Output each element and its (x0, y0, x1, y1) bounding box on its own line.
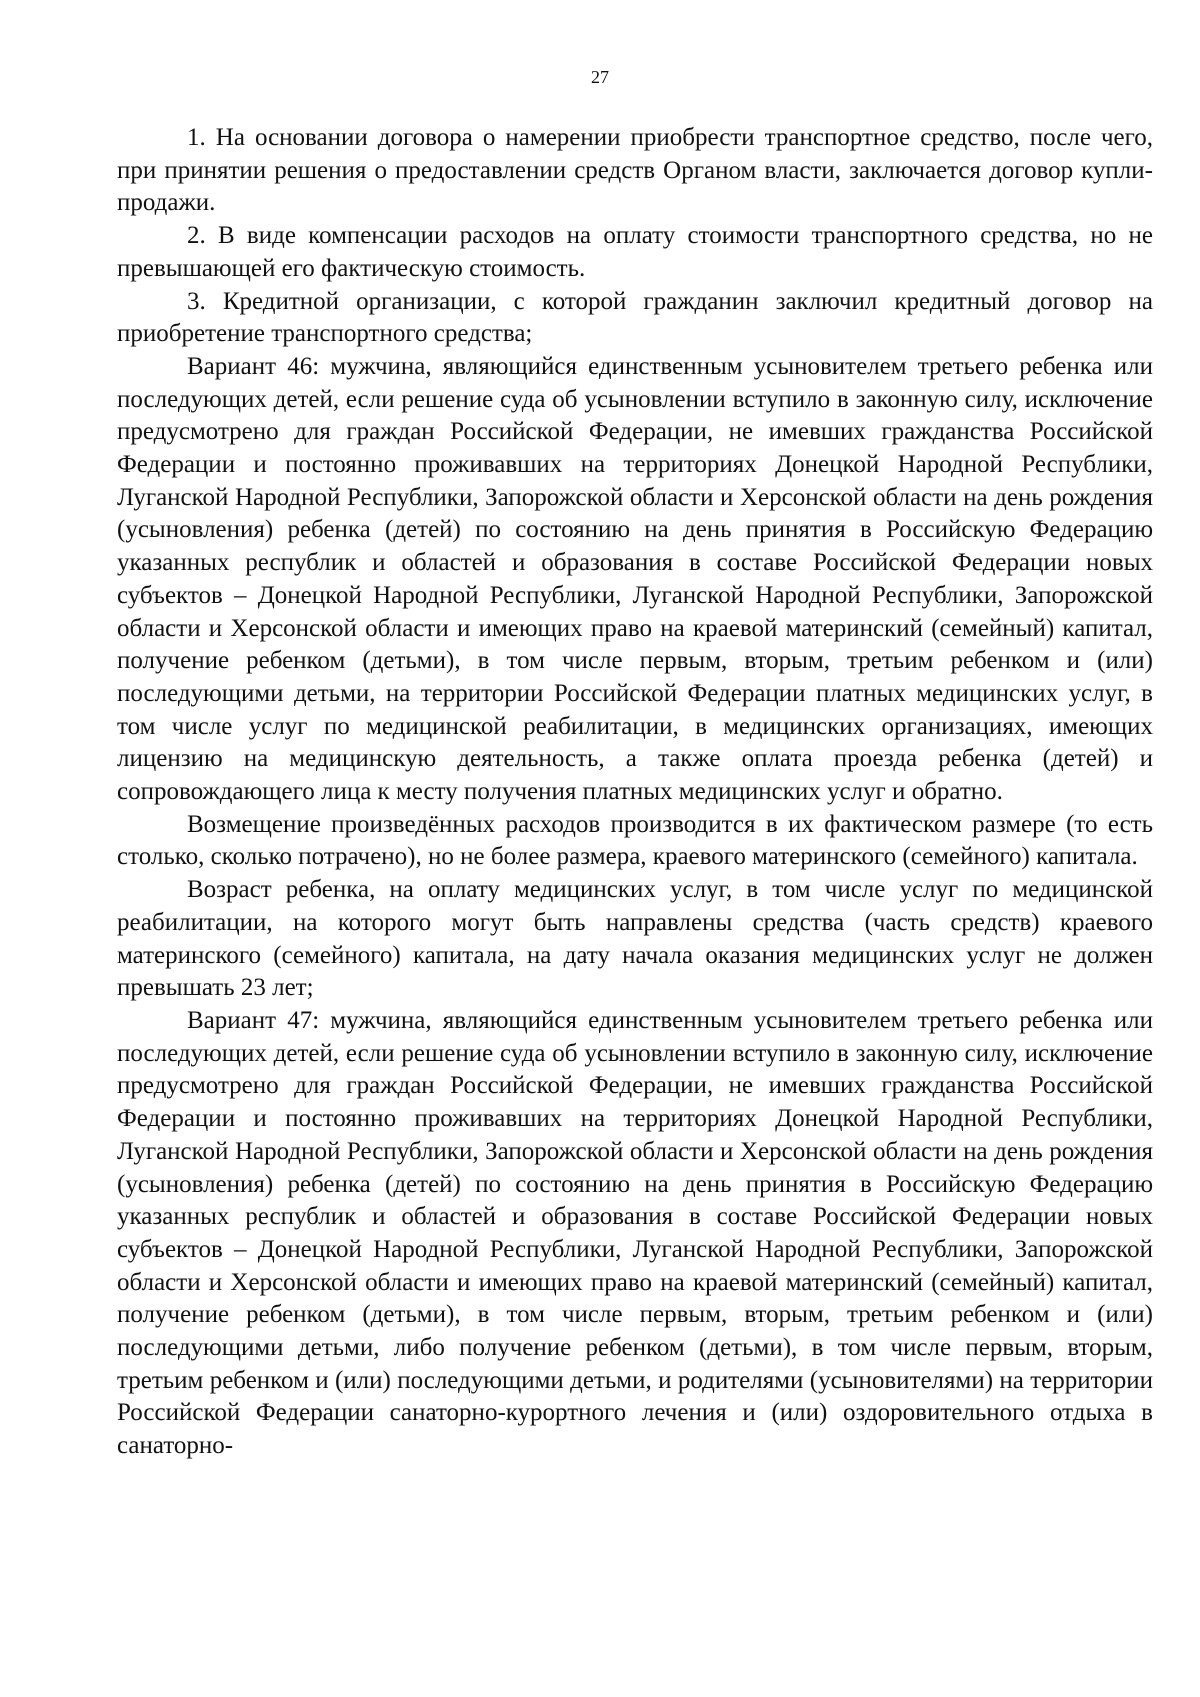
paragraph-reimbursement: Возмещение произведённых расходов производится в их фактическом размере (то есть столько, сколько потрачено), но не более размера, краевого материнского (семейного) капитала. (117, 810, 1153, 871)
paragraph-3: 3. Кредитной организации, с которой гражданин заключил кредитный договор на приобретение транспортного средства; (117, 287, 1153, 348)
paragraph-variant-46: Вариант 46: мужчина, являющийся единственным усыновителем третьего ребенка или последующих детей, если решение суда об усыновлении вступило в законную силу, исключение предусмотрено для граждан Российской Федерации, не имевших гражданства Российской Федерации и постоянно проживавших на территориях Донецкой Народной Республики, Луганской Народной Республики, Запорожской области и Херсонской области на день рождения (усыновления) ребенка (детей) по состоянию на день принятия в Российскую Федерацию указанных республик и областей и образования в составе Российской Федерации новых субъектов – Донецкой Народной Республики, Луганской Народной Республики, Запорожской области и Херсонской области и имеющих право на краевой материнский (семейный) капитал, получение ребенком (детьми), в том числе первым, вторым, третьим ребенком и (или) последующими детьми, на территории Российской Федерации платных медицинских услуг, в том числе услуг по медицинской реабилитации, в медицинских организациях, имеющих лицензию на медицинскую деятельность, а также оплата проезда ребенка (детей) и сопровождающего лица к месту получения платных медицинских услуг и обратно. (117, 352, 1153, 806)
paragraph-variant-47: Вариант 47: мужчина, являющийся единственным усыновителем третьего ребенка или последующих детей, если решение суда об усыновлении вступило в законную силу, исключение предусмотрено для граждан Российской Федерации, не имевших гражданства Российской Федерации и постоянно проживавших на территориях Донецкой Народной Республики, Луганской Народной Республики, Запорожской области и Херсонской области на день рождения (усыновления) ребенка (детей) по состоянию на день принятия в Российскую Федерацию указанных республик и областей и образования в составе Российской Федерации новых субъектов – Донецкой Народной Республики, Луганской Народной Республики, Запорожской области и Херсонской области и имеющих право на краевой материнский (семейный) капитал, получение ребенком (детьми), в том числе первым, вторым, третьим ребенком и (или) последующими детьми, либо получение ребенком (детьми), в том числе первым, вторым, третьим ребенком и (или) последующими детьми, и родителями (усыновителями) на территории Российской Федерации санаторно-курортного лечения и (или) оздоровительного отдыха в санаторно- (117, 1006, 1153, 1460)
document-body (117, 122, 1153, 1463)
paragraph-1: 1. На основании договора о намерении приобрести транспортное средство, после чего, при принятии решения о предоставлении средств Органом власти, заключается договор купли-продажи. (117, 124, 1153, 217)
paragraph-2: 2. В виде компенсации расходов на оплату стоимости транспортного средства, но не превышающей его фактическую стоимость. (117, 222, 1153, 282)
page-number: 27 (591, 67, 609, 87)
paragraph-child-age: Возраст ребенка, на оплату медицинских услуг, в том числе услуг по медицинской реабилитации, на которого могут быть направлены средства (часть средств) краевого материнского (семейного) капитала, на дату начала оказания медицинских услуг не должен превышать 23 лет; (117, 876, 1153, 1002)
